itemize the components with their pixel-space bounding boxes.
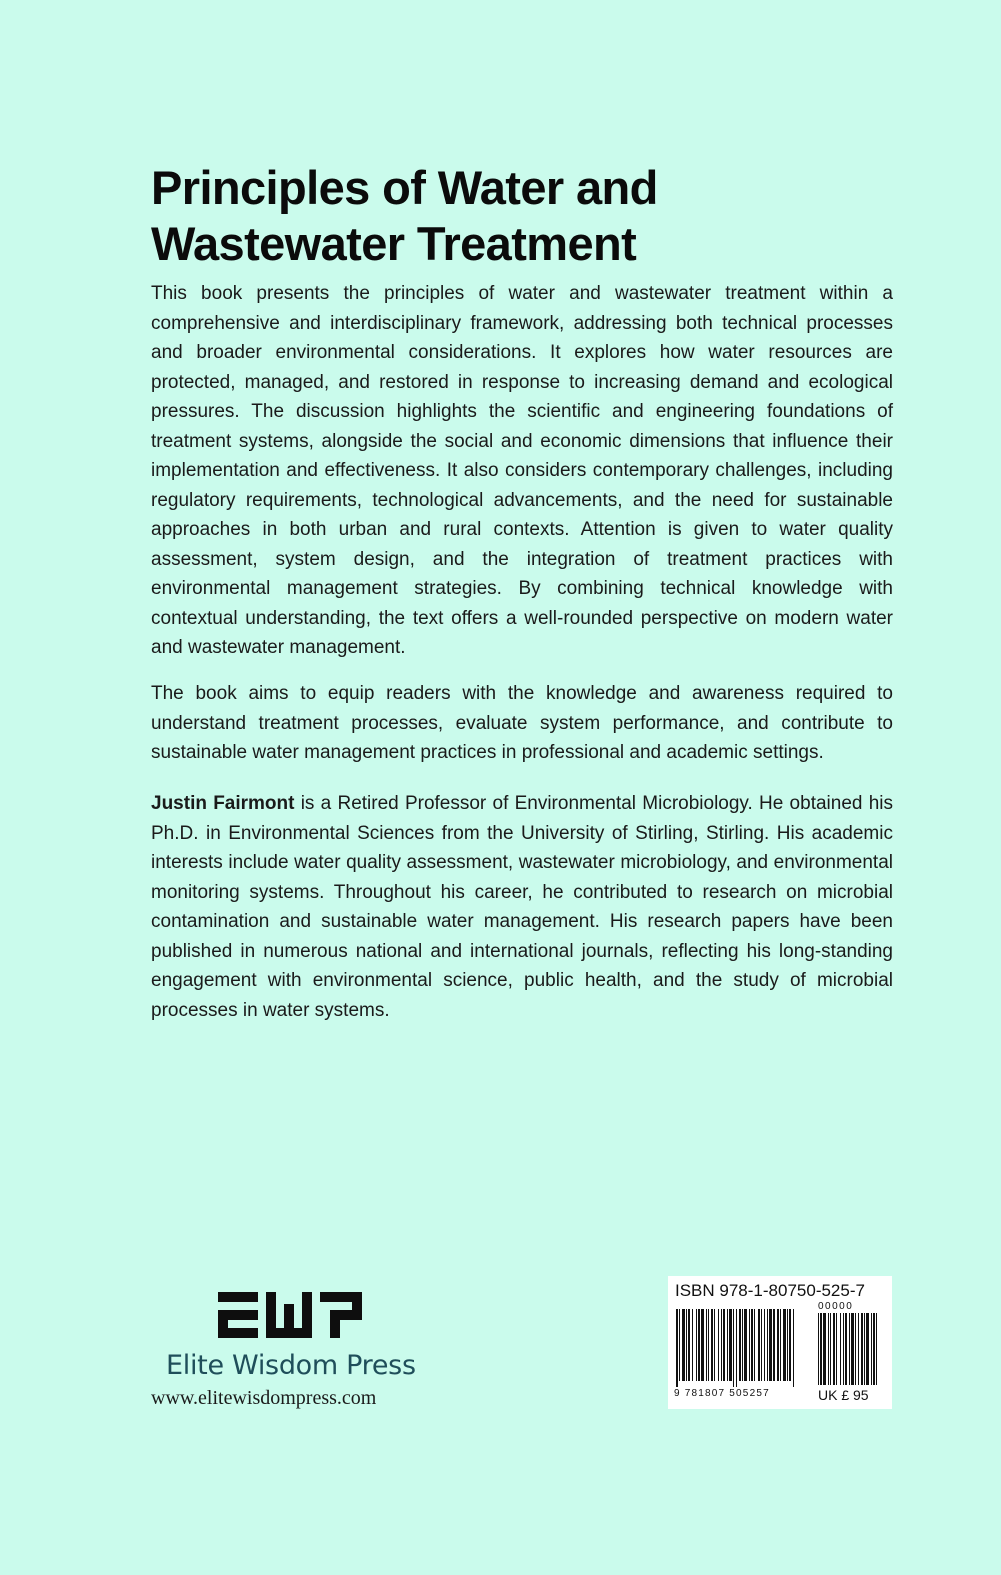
- price-label: UK £ 95: [818, 1387, 869, 1403]
- description-paragraph-2: The book aims to equip readers with the knowledge and awareness required to understand treatment processes, evaluate system performance, and contribute to sustainable water management practices in professional and academic settings.: [151, 683, 893, 763]
- author-name: Justin Fairmont: [151, 793, 295, 814]
- publisher-name: Elite Wisdom Press: [166, 1350, 416, 1381]
- author-bio: [151, 789, 893, 1025]
- barcode-bars-icon: [676, 1309, 886, 1387]
- book-title: [151, 160, 871, 272]
- isbn-label: ISBN 978-1-80750-525-7: [675, 1281, 865, 1300]
- title-line-1: Principles of Water and: [151, 161, 658, 214]
- description-paragraph-1: This book presents the principles of water and wastewater treatment within a comprehensive and interdisciplinary framework, addressing both technical processes and broader environmental considerations. It explores how water resources are protected, managed, and restored in response to increasing demand and ecological pressures. The discussion highlights the scientific and engineering foundations of treatment systems, alongside the social and economic dimensions that influence their implementation and effectiveness. It also considers contemporary challenges, including regulatory requirements, technological advancements, and the need for sustainable approaches in both urban and rural contexts. Attention is given to water quality assessment, system design, and the integration of treatment practices with environmental management strategies. By combining technical knowledge with contextual understanding, the text offers a well-rounded perspective on modern water and wastewater management.: [151, 283, 893, 658]
- author-bio-text: is a Retired Professor of Environmental Microbiology. He obtained his Ph.D. in Environmental Sciences from the University of Stirling, Stirling. His academic interests include water quality assessment, wastewater microbiology, and environmental monitoring systems. Throughout his career, he contributed to research on microbial contamination and sustainable water management. His research papers have been published in numerous national and international journals, reflecting his long-standing engagement with environmental science, public health, and the study of microbial processes in water systems.: [151, 793, 893, 1021]
- title-line-2: Wastewater Treatment: [151, 217, 637, 270]
- ewp-logo-icon: [218, 1290, 368, 1340]
- publisher-url[interactable]: www.elitewisdompress.com: [151, 1387, 377, 1409]
- barcode-addon-digits: 00000: [818, 1301, 854, 1312]
- isbn-barcode: [668, 1276, 892, 1409]
- barcode-digits: 9 781807 505257: [674, 1388, 770, 1399]
